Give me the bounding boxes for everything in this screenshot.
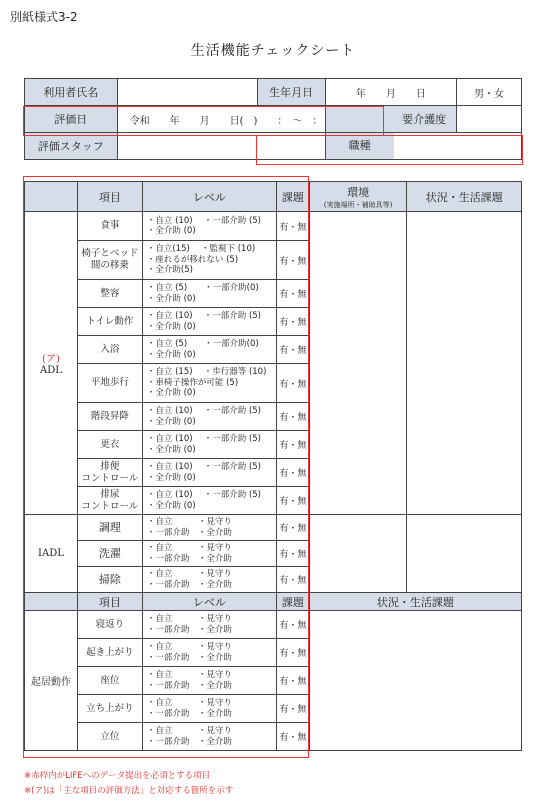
adl-level-options[interactable]: ・自立 (10) ・一部介助 (5) ・全介助 (0) [142, 487, 276, 515]
iadl-category [25, 515, 78, 593]
col-level-2: レベル [142, 593, 276, 611]
movement-item-name: 寝返り [77, 611, 142, 639]
iadl-item-name: 掃除 [77, 567, 142, 593]
iadl-level-options[interactable]: ・自立 ・見守り ・一部介助 ・全介助 [142, 541, 276, 567]
movement-item-name: 立ち上がり [77, 695, 142, 723]
eval-date-field[interactable]: 令和 年 月 日( ) ： ～ ： [117, 106, 325, 133]
adl-marker: (ア) [42, 354, 60, 365]
header-info-table [24, 78, 522, 160]
iadl-item-name: 調理 [77, 515, 142, 541]
adl-level-options[interactable]: ・自立(15) ・監視下 (10) ・座れるが移れない (5) ・全介助(5) [142, 241, 276, 280]
iadl-issue-yes-no[interactable]: 有・無 [276, 515, 309, 541]
movement-issue-yes-no[interactable]: 有・無 [276, 695, 309, 723]
note-a-marker: ※(ア)は「主な項目の評価方法」と対応する箇所を示す [24, 786, 234, 796]
staff-label: 評価スタッフ [25, 133, 118, 160]
col-env [309, 182, 407, 212]
adl-item-name: トイレ動作 [77, 308, 142, 336]
adl-item-name: 椅子とベッド 間の移乗 [77, 241, 142, 280]
iadl-row [25, 515, 522, 541]
care-level-field[interactable] [457, 106, 522, 133]
adl-row [25, 212, 522, 241]
adl-item-name: 平地歩行 [77, 364, 142, 403]
adl-issue-yes-no[interactable]: 有・無 [276, 280, 309, 308]
adl-level-options[interactable]: ・自立 (15) ・歩行器等 (10) ・車椅子操作が可能 (5) ・全介助 (0) [142, 364, 276, 403]
col-status: 状況・生活課題 [407, 182, 522, 212]
movement-issue-yes-no[interactable]: 有・無 [276, 611, 309, 639]
adl-issue-yes-no[interactable]: 有・無 [276, 212, 309, 241]
adl-level-options[interactable]: ・自立 (5) ・一部介助(0) ・全介助 (0) [142, 336, 276, 364]
form-id: 別紙様式3-2 [10, 10, 78, 24]
adl-item-name: 整容 [77, 280, 142, 308]
col-issue: 課題 [276, 182, 309, 212]
col-item: 項目 [77, 182, 142, 212]
adl-level-options[interactable]: ・自立 (10) ・一部介助 (5) ・全介助 (0) [142, 212, 276, 241]
col-status-2: 状況・生活課題 [309, 593, 521, 611]
adl-item-name: 階段昇降 [77, 403, 142, 431]
adl-section [25, 212, 522, 515]
movement-level-options[interactable]: ・自立 ・見守り ・一部介助 ・全介助 [142, 639, 276, 667]
iadl-label: IADL [38, 548, 64, 559]
user-name-field[interactable] [117, 79, 257, 106]
adl-level-options[interactable]: ・自立 (10) ・一部介助 (5) ・全介助 (0) [142, 403, 276, 431]
movement-issue-yes-no[interactable]: 有・無 [276, 639, 309, 667]
iadl-level-options[interactable]: ・自立 ・見守り ・一部介助 ・全介助 [142, 515, 276, 541]
col-level: レベル [142, 182, 276, 212]
iadl-env-field[interactable] [309, 515, 407, 593]
dob-field[interactable]: 年 月 日 [325, 79, 457, 106]
movement-category [25, 611, 78, 751]
user-name-label: 利用者氏名 [25, 79, 118, 106]
movement-item-name: 立位 [77, 723, 142, 751]
movement-item-name: 座位 [77, 667, 142, 695]
col-item-2: 項目 [77, 593, 142, 611]
adl-issue-yes-no[interactable]: 有・無 [276, 403, 309, 431]
adl-item-name: 排便 コントロール [77, 459, 142, 487]
adl-issue-yes-no[interactable]: 有・無 [276, 241, 309, 280]
iadl-section [25, 515, 522, 593]
adl-issue-yes-no[interactable]: 有・無 [276, 308, 309, 336]
note-red-frame: ※赤枠内がLIFEへのデータ提出を必須とする項目 [24, 771, 211, 781]
movement-item-name: 起き上がり [77, 639, 142, 667]
staff-field[interactable] [117, 133, 325, 160]
adl-item-name: 食事 [77, 212, 142, 241]
adl-level-options[interactable]: ・自立 (5) ・一部介助(0) ・全介助 (0) [142, 280, 276, 308]
col-env-label: 環境 [347, 185, 370, 199]
adl-level-options[interactable]: ・自立 (10) ・一部介助 (5) ・全介助 (0) [142, 308, 276, 336]
adl-item-name: 排尿 コントロール [77, 487, 142, 515]
sex-field[interactable]: 男・女 [457, 79, 522, 106]
adl-status-field[interactable] [407, 212, 522, 515]
movement-status-field[interactable] [309, 611, 521, 751]
movement-issue-yes-no[interactable]: 有・無 [276, 667, 309, 695]
occupation-cell[interactable] [325, 133, 521, 160]
adl-issue-yes-no[interactable]: 有・無 [276, 459, 309, 487]
iadl-issue-yes-no[interactable]: 有・無 [276, 541, 309, 567]
col-env-sub: (実施場所・補助具等) [323, 200, 393, 209]
movement-level-options[interactable]: ・自立 ・見守り ・一部介助 ・全介助 [142, 695, 276, 723]
iadl-issue-yes-no[interactable]: 有・無 [276, 567, 309, 593]
iadl-status-field[interactable] [407, 515, 522, 593]
movement-level-options[interactable]: ・自立 ・見守り ・一部介助 ・全介助 [142, 611, 276, 639]
adl-issue-yes-no[interactable]: 有・無 [276, 431, 309, 459]
adl-item-name: 更衣 [77, 431, 142, 459]
iadl-level-options[interactable]: ・自立 ・見守り ・一部介助 ・全介助 [142, 567, 276, 593]
adl-level-options[interactable]: ・自立 (10) ・一部介助 (5) ・全介助 (0) [142, 459, 276, 487]
adl-env-field[interactable] [309, 212, 407, 515]
occupation-label: 職種 [326, 133, 394, 159]
dob-label: 生年月日 [257, 79, 325, 106]
movement-section [25, 611, 522, 751]
iadl-item-name: 洗濯 [77, 541, 142, 567]
page-title: 生活機能チェックシート [190, 43, 356, 59]
adl-level-options[interactable]: ・自立 (10) ・一部介助 (5) ・全介助 (0) [142, 431, 276, 459]
col-issue-2: 課題 [276, 593, 309, 611]
adl-issue-yes-no[interactable]: 有・無 [276, 364, 309, 403]
function-check-table [24, 181, 522, 751]
adl-category [25, 212, 78, 515]
movement-level-options[interactable]: ・自立 ・見守り ・一部介助 ・全介助 [142, 723, 276, 751]
movement-issue-yes-no[interactable]: 有・無 [276, 723, 309, 751]
adl-label: ADL [40, 365, 62, 376]
eval-date-label: 評価日 [25, 106, 118, 133]
care-level-label: 要介護度 [325, 106, 457, 133]
movement-level-options[interactable]: ・自立 ・見守り ・一部介助 ・全介助 [142, 667, 276, 695]
adl-issue-yes-no[interactable]: 有・無 [276, 487, 309, 515]
movement-label: 起居動作 [30, 677, 71, 688]
adl-issue-yes-no[interactable]: 有・無 [276, 336, 309, 364]
adl-item-name: 入浴 [77, 336, 142, 364]
movement-row [25, 611, 522, 639]
